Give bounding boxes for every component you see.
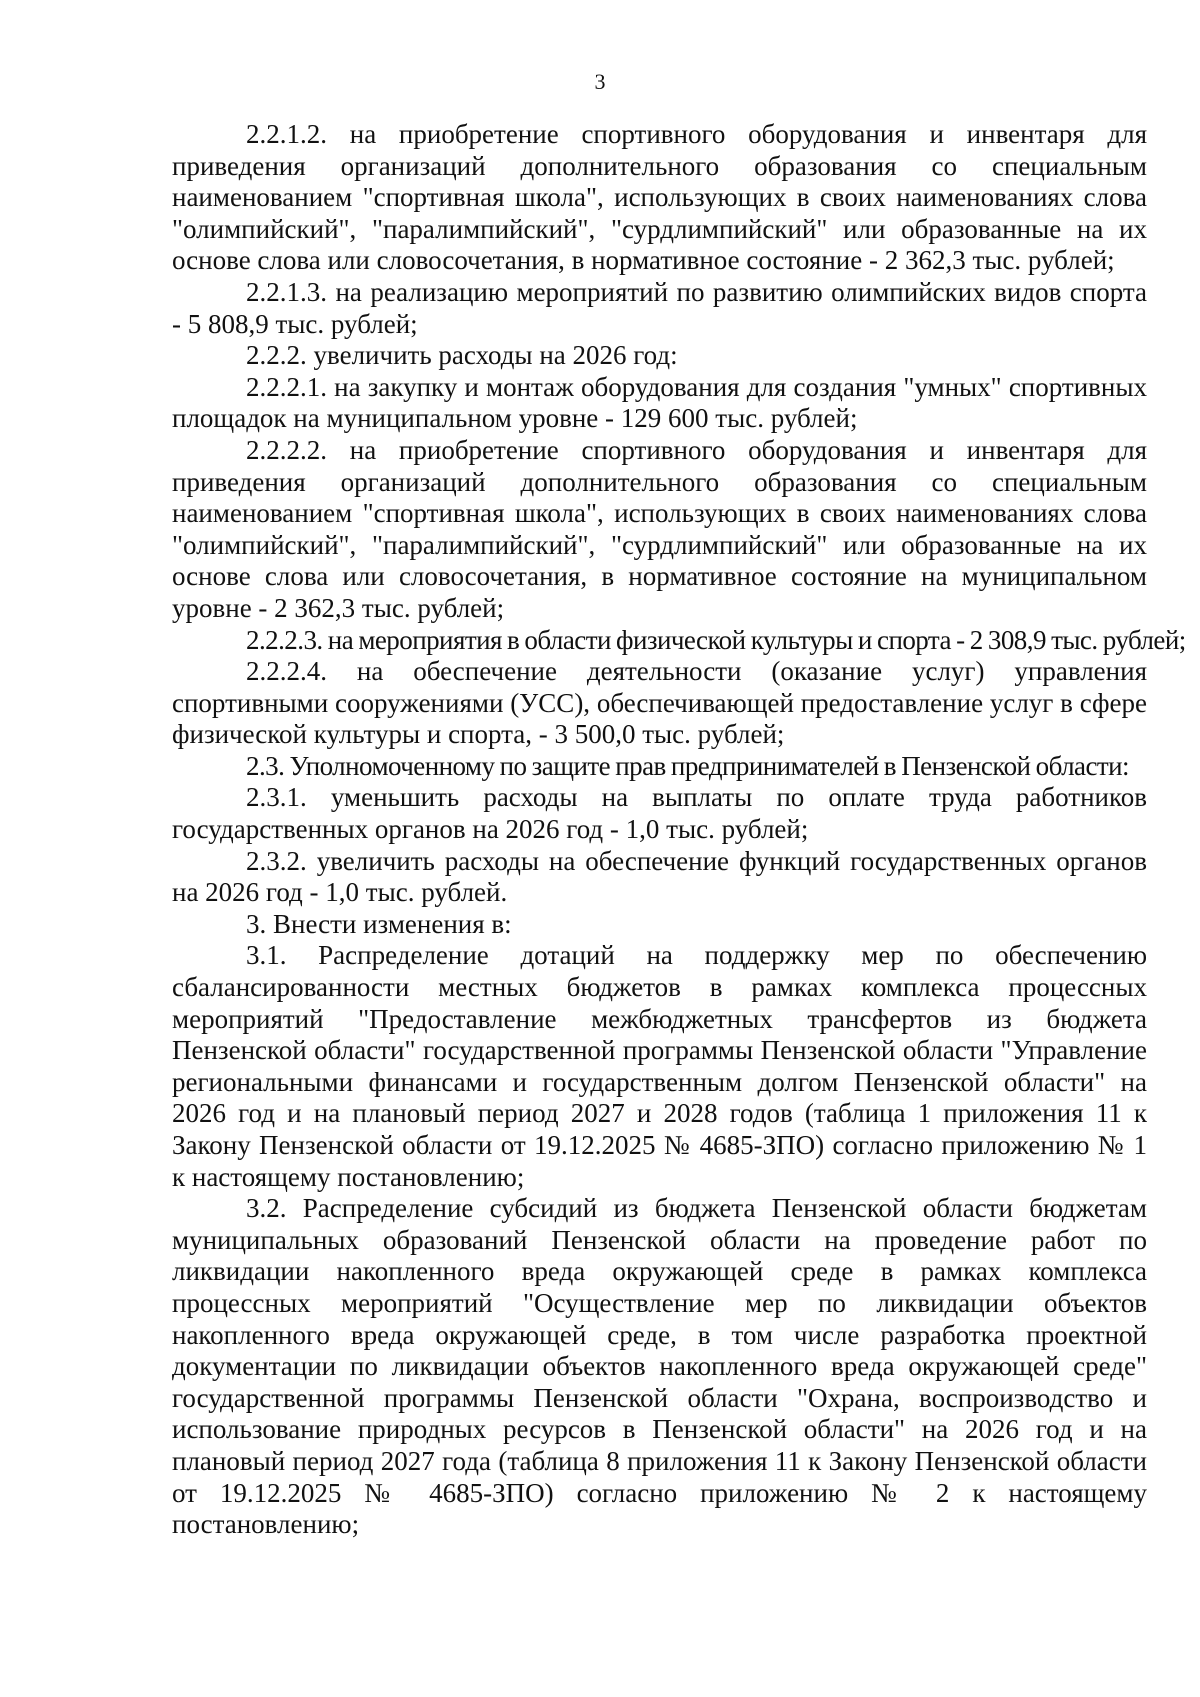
- paragraph-2-2-1-3: 2.2.1.3. на реализацию мероприятий по развитию олимпийских видов спорта - 5 808,9 тыс. рублей;: [172, 276, 1147, 339]
- paragraph-2-3-2: 2.3.2. увеличить расходы на обеспечение функций государственных органов на 2026 год - 1,0 тыс. рублей.: [172, 845, 1147, 908]
- paragraph-3-1: 3.1. Распределение дотаций на поддержку мер по обеспечению сбалансированности местных бюджетов в рамках комплекса процессных мероприятий "Предоставление межбюджетных трансфертов из бюджета Пензенской области" государственной программы Пензенской области "Управление региональными финансами и государственным долгом Пензенской области" на 2026 год и на плановый период 2027 и 2028 годов (таблица 1 приложения 11 к Закону Пензенской области от 19.12.2025 № 4685-ЗПО) согласно приложению № 1 к настоящему постановлению;: [172, 940, 1147, 1192]
- paragraph-2-2-2-4: 2.2.2.4. на обеспечение деятельности (оказание услуг) управления спортивными сооружениями (УСС), обеспечивающей предоставление услуг в сфере физической культуры и спорта, - 3 500,0 тыс. рублей;: [172, 656, 1147, 750]
- paragraph-2-2-2-3: 2.2.2.3. на мероприятия в области физической культуры и спорта - 2 308,9 тыс. рублей;: [246, 624, 1186, 655]
- document-body: [172, 119, 1186, 1541]
- paragraph-2-2-1-2: 2.2.1.2. на приобретение спортивного оборудования и инвентаря для приведения организаций дополнительного образования со специальным наименованием "спортивная школа", использующих в своих наименованиях слова "олимпийский", "паралимпийский", "сурдлимпийский" или образованные на их основе слова или словосочетания, в нормативное состояние - 2 362,3 тыс. рублей;: [172, 119, 1147, 276]
- page-number: 3: [594, 69, 606, 94]
- paragraph-2-3-1: 2.3.1. уменьшить расходы на выплаты по оплате труда работников государственных органов на 2026 год - 1,0 тыс. рублей;: [172, 782, 1147, 845]
- paragraph-2-3: 2.3. Уполномоченному по защите прав предпринимателей в Пензенской области:: [246, 750, 1129, 781]
- paragraph-2-2-2-2: 2.2.2.2. на приобретение спортивного оборудования и инвентаря для приведения организаций дополнительного образования со специальным наименованием "спортивная школа", использующих в своих наименованиях слова "олимпийский", "паралимпийский", "сурдлимпийский" или образованные на их основе слова или словосочетания, в нормативное состояние на муниципальном уровне - 2 362,3 тыс. рублей;: [172, 434, 1147, 623]
- paragraph-2-2-2-1: 2.2.2.1. на закупку и монтаж оборудования для создания "умных" спортивных площадок на муниципальном уровне - 129 600 тыс. рублей;: [172, 371, 1147, 434]
- paragraph-3-2: 3.2. Распределение субсидий из бюджета Пензенской области бюджетам муниципальных образований Пензенской области на проведение работ по ликвидации накопленного вреда окружающей среде в рамках комплекса процессных мероприятий "Осуществление мер по ликвидации объектов накопленного вреда окружающей среде, в том числе разработка проектной документации по ликвидации объектов накопленного вреда окружающей среде" государственной программы Пензенской области "Охрана, воспроизводство и использование природных ресурсов в Пензенской области" на 2026 год и на плановый период 2027 года (таблица 8 приложения 11 к Закону Пензенской области от 19.12.2025 № 4685-ЗПО) согласно приложению № 2 к настоящему постановлению;: [172, 1193, 1147, 1540]
- paragraph-2-2-2: 2.2.2. увеличить расходы на 2026 год:: [246, 340, 678, 371]
- paragraph-3: 3. Внести изменения в:: [246, 908, 512, 939]
